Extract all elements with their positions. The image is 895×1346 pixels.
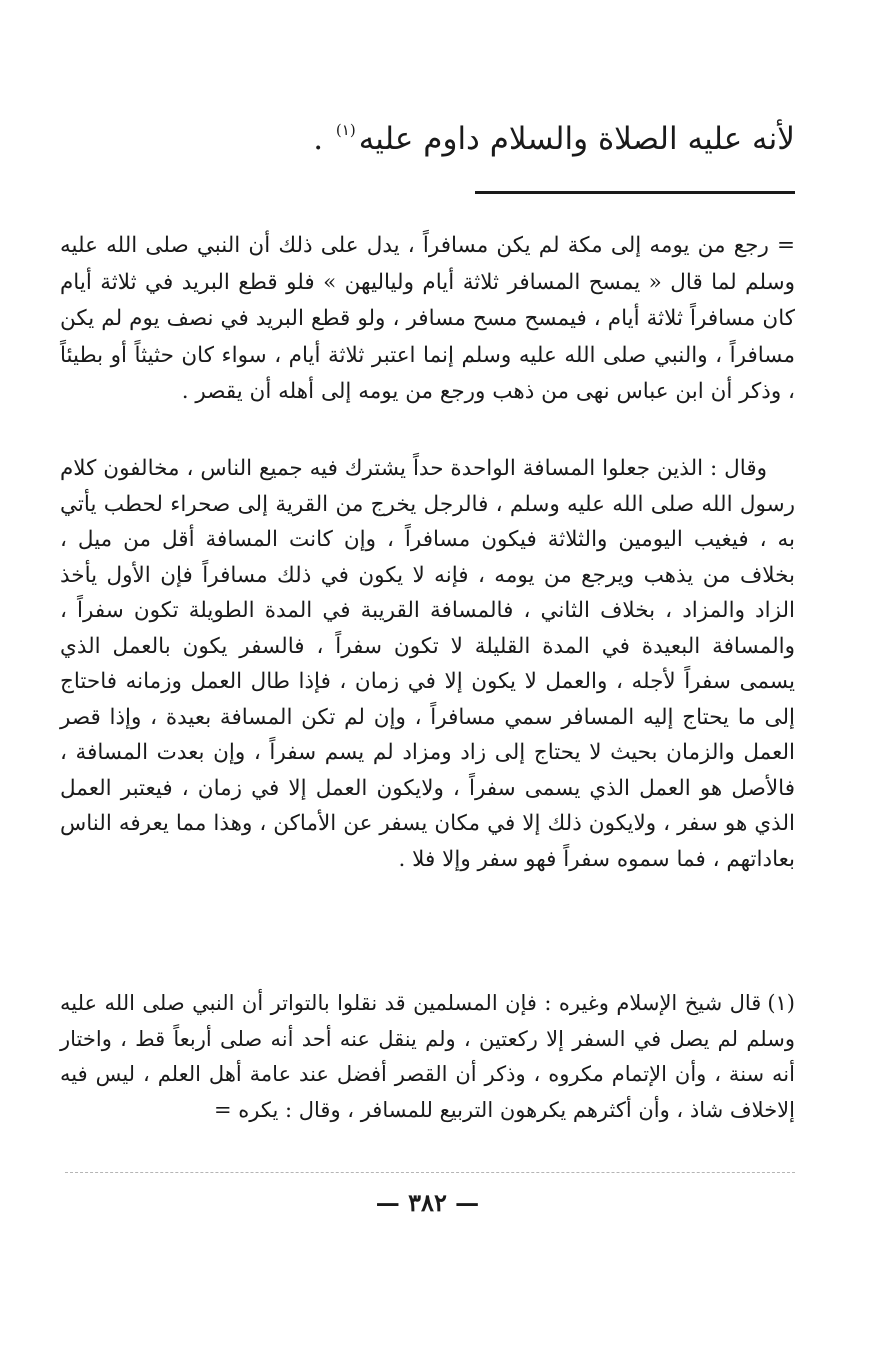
opinion-text: وقال : الذين جعلوا المسافة الواحدة حداً يشترك فيه جميع الناس ، مخالفون كلام رسول الله صلى الله عليه وسلم ، فالرجل يخرج من القرية إلى صحراء لحطب يأتي به ، فيغيب اليومين والثلاثة فيكون مسافراً ، وإن كانت المسافة أقل من ميل ، بخلاف من يذهب ويرجع من يومه ، فإنه لا يكون في ذلك مسافراً فإن الأول يأخذ الزاد والمزاد ، بخلاف الثاني ، فالمسافة القريبة في المدة الطويلة تكون سفراً ، والمسافة البعيدة في المدة القليلة لا تكون سفراً ، فالسفر يكون بالعمل الذي يسمى سفراً لأجله ، والعمل لا يكون إلا في زمان ، فإذا طال العمل وزمانه فاحتاج إلى ما يحتاج إليه المسافر سمي مسافراً ، وإن لم تكن المسافة بعيدة ، وإذا قصر العمل والزمان بحيث لا يحتاج إلى زاد ومزاد لم يسم سفراً ، وإن بعدت المسافة ، فالأصل هو العمل الذي يسمى سفراً ، ولايكون العمل إلا في زمان ، فيعتبر العمل الذي هو سفر ، ولايكون ذلك إلا في مكان يسفر عن الأماكن ، وهذا مما يعرفه الناس بعاداتهم ، فما سموه سفراً فهو سفر وإلا فلا . [60,456,795,872]
page-number: — ٣٨٢ — [375,1188,480,1217]
book-page [60,0,795,1346]
continuation-paragraph [60,228,795,411]
footnote-reference: (١) [335,121,356,139]
continuation-text: = رجع من يومه إلى مكة لم يكن مسافراً ، يدل على ذلك أن النبي صلى الله عليه وسلم لما قال « يمسح المسافر ثلاثة أيام ولياليهن » فلو قطع البريد في ثلاثة أيام كان مسافراً ثلاثة أيام ، فيمسح مسح مسافر ، ولو قطع البريد في نصف يوم لم يكن مسافراً ، والنبي صلى الله عليه وسلم إنما اعتبر ثلاثة أيام ، سواء كان حثيثاً أو بطيئاً ، وذكر أن ابن عباس نهى من ذهب ورجع من يومه إلى أهله أن يقصر . [60,233,795,405]
footnote-number: (١) [767,991,795,1015]
opinion-paragraph [60,451,795,877]
footnote-separator-rule [475,191,795,194]
footnote-text: قال شيخ الإسلام وغيره : فإن المسلمين قد نقلوا بالتواتر أن النبي صلى الله عليه وسلم لم يصل في السفر إلا ركعتين ، ولم ينقل عنه أحد أنه صلى أربعاً قط ، واختار أنه سنة ، وأن الإتمام مكروه ، وذكر أن القصر أفضل عند عامة أهل العلم ، ليس فيه إلاخلاف شاذ ، وأن أكثرهم يكرهون التربيع للمسافر ، وقال : يكره = [60,991,795,1122]
bottom-divider [65,1172,795,1173]
main-text-end: . [313,121,324,157]
footnote [60,986,795,1128]
main-text: لأنه عليه الصلاة والسلام داوم عليه [358,121,795,157]
main-text-line [60,108,795,161]
